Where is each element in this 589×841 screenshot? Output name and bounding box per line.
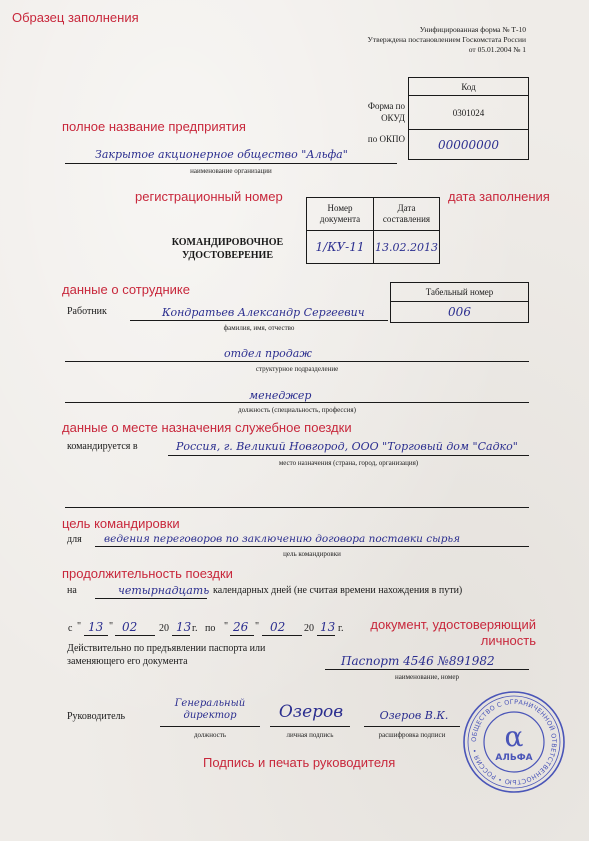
destination-line-2 bbox=[65, 507, 529, 508]
fill-date-hint: дата заполнения bbox=[448, 189, 550, 204]
purpose-line bbox=[95, 546, 529, 547]
duration-hint: продолжительность поездки bbox=[62, 566, 233, 581]
head-label: Руководитель bbox=[67, 711, 126, 722]
tab-number-header: Табельный номер bbox=[390, 282, 529, 302]
passport-text bbox=[67, 642, 265, 668]
duration-value: четырнадцать bbox=[118, 584, 210, 597]
head-decoding: Озеров В.К. bbox=[379, 709, 449, 722]
doc-number-header: Номер документа bbox=[306, 197, 374, 231]
doc-date-value: 13.02.2013 bbox=[375, 240, 438, 254]
purpose-label: для bbox=[67, 534, 82, 545]
employee-name: Кондратьев Александр Сергеевич bbox=[162, 306, 365, 319]
head-position-line bbox=[160, 726, 260, 727]
head-signature-caption: личная подпись bbox=[286, 731, 334, 739]
passport-text-line2: заменяющего его документа bbox=[67, 656, 188, 667]
head-signature-line bbox=[270, 726, 350, 727]
position-value: менеджер bbox=[249, 389, 312, 402]
employee-name-caption: фамилия, имя, отчество bbox=[223, 324, 295, 332]
form-header-line2: Утверждена постановлением Госкомстата России bbox=[367, 35, 526, 44]
passport-line bbox=[325, 669, 529, 670]
date-from-quote-open: " bbox=[77, 621, 82, 632]
destination-hint: данные о месте назначения служебное поездки bbox=[62, 420, 352, 435]
purpose-hint: цель командировки bbox=[62, 516, 180, 531]
destination-line bbox=[168, 455, 529, 456]
form-header bbox=[367, 25, 526, 55]
date-to-label: по bbox=[205, 623, 216, 634]
reg-number-hint: регистрационный номер bbox=[135, 189, 283, 204]
date-from-label: с bbox=[68, 623, 73, 634]
position-caption: должность (специальность, профессия) bbox=[238, 406, 356, 414]
date-to-century: 20 bbox=[304, 623, 314, 634]
date-to-day: 26 bbox=[233, 620, 249, 634]
date-from-year-word: г. bbox=[192, 623, 198, 634]
date-from-century: 20 bbox=[159, 623, 169, 634]
org-caption: наименование организации bbox=[190, 167, 272, 175]
head-decoding-line bbox=[364, 726, 460, 727]
okpo-value: 00000000 bbox=[437, 138, 500, 152]
position-line bbox=[65, 402, 529, 403]
date-to-quote-open: " bbox=[224, 621, 229, 632]
okud-label: Форма по ОКУД bbox=[367, 101, 405, 123]
date-from-quote-close: " bbox=[109, 621, 114, 632]
dept-caption: структурное подразделение bbox=[255, 365, 339, 373]
company-stamp bbox=[462, 690, 566, 794]
employee-label: Работник bbox=[67, 306, 107, 317]
head-decoding-caption: расшифровка подписи bbox=[378, 731, 446, 739]
org-hint: полное название предприятия bbox=[62, 119, 246, 134]
duration-line bbox=[95, 598, 207, 599]
signature-hint: Подпись и печать руководителя bbox=[203, 755, 396, 770]
doc-number-cell bbox=[306, 230, 374, 264]
passport-text-line1: Действительно по предъявлении паспорта или bbox=[67, 643, 266, 654]
date-from-year-line bbox=[172, 635, 190, 636]
head-position bbox=[160, 698, 260, 722]
okpo-label: по ОКПО bbox=[367, 134, 405, 144]
head-position-caption: должность bbox=[193, 731, 227, 739]
date-from-month-line bbox=[115, 635, 155, 636]
doc-date-header: Дата составления bbox=[373, 197, 440, 231]
tab-number-cell bbox=[390, 301, 529, 323]
date-from-day: 13 bbox=[88, 620, 104, 634]
code-header: Код bbox=[408, 77, 529, 96]
org-value: Закрытое акционерное общество "Альфа" bbox=[95, 148, 348, 161]
head-signature: Озеров bbox=[278, 702, 344, 722]
dept-line bbox=[65, 361, 529, 362]
date-from-day-line bbox=[84, 635, 108, 636]
okud-value: 0301024 bbox=[452, 108, 485, 118]
date-to-quote-close: " bbox=[255, 621, 260, 632]
duration-suffix: календарных дней (не считая времени нахождения в пути) bbox=[213, 585, 463, 596]
date-to-day-line bbox=[230, 635, 254, 636]
doc-title: КОМАНДИРОВОЧНОЕ УДОСТОВЕРЕНИЕ bbox=[171, 237, 284, 261]
destination-label: командируется в bbox=[67, 441, 138, 452]
employee-name-line bbox=[130, 320, 388, 321]
sample-title: Образец заполнения bbox=[12, 10, 139, 25]
date-to-month-line bbox=[262, 635, 302, 636]
form-header-line3: от 05.01.2004 № 1 bbox=[468, 45, 526, 54]
dept-value: отдел продаж bbox=[224, 347, 312, 360]
org-line bbox=[65, 163, 397, 164]
stamp-symbol: α bbox=[504, 720, 524, 753]
stamp-ring-text-path: ОБЩЕСТВО С ОГРАНИЧЕННОЙ ОТВЕТСТВЕННОСТЬЮ • РОССИЯ • bbox=[469, 697, 559, 787]
date-from-year: 13 bbox=[176, 620, 192, 634]
destination-caption: место назначения (страна, город, организация) bbox=[278, 459, 419, 467]
stamp-name: АЛЬФА bbox=[495, 753, 533, 763]
passport-caption: наименование, номер bbox=[395, 673, 459, 681]
date-to-year-word: г. bbox=[338, 623, 344, 634]
code-divider bbox=[408, 129, 529, 130]
doc-date-cell bbox=[373, 230, 440, 264]
tab-number-value: 006 bbox=[448, 305, 471, 319]
date-to-month: 02 bbox=[270, 620, 286, 634]
destination-value: Россия, г. Великий Новгород, ООО "Торговый дом "Садко" bbox=[176, 440, 518, 453]
duration-prefix: на bbox=[67, 585, 77, 596]
form-header-line1: Унифицированная форма № Т-10 bbox=[419, 25, 526, 34]
head-position-line1: Генеральный bbox=[174, 698, 246, 709]
date-to-year: 13 bbox=[320, 620, 336, 634]
purpose-value: ведения переговоров по заключению договора поставки сырья bbox=[104, 533, 461, 545]
identity-hint: документ, удостоверяющий личность bbox=[370, 617, 536, 648]
employee-hint: данные о сотруднике bbox=[62, 282, 190, 297]
doc-number-value: 1/КУ-11 bbox=[315, 240, 365, 254]
purpose-caption: цель командировки bbox=[283, 550, 341, 558]
date-from-month: 02 bbox=[122, 620, 138, 634]
passport-value: Паспорт 4546 №891982 bbox=[341, 654, 495, 668]
head-position-line2: директор bbox=[183, 710, 237, 721]
